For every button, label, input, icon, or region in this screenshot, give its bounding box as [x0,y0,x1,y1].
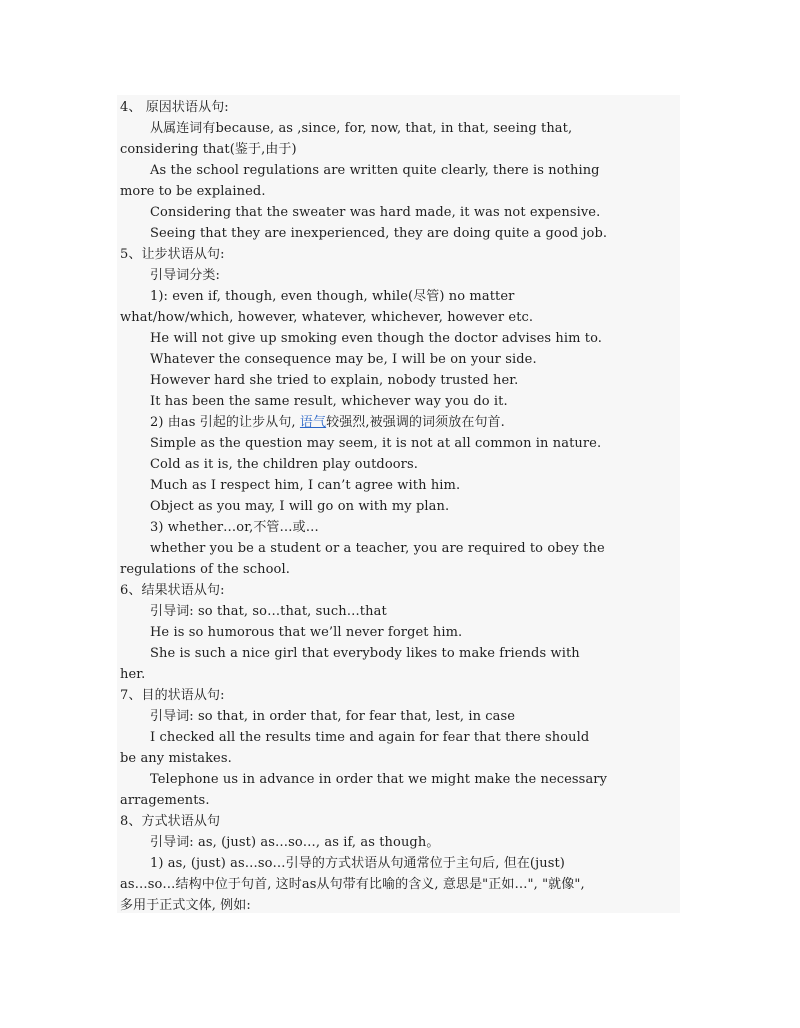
text-line: as…so…结构中位于句首, 这时as从句带有比喻的含义, 意思是"正如…", "就像", [120,877,585,892]
text-line: 3) whether…or,不管…或… [150,520,319,535]
example-sentence: more to be explained. [120,184,266,199]
example-sentence: It has been the same result, whichever way you do it. [150,394,508,409]
text-line-with-link [150,412,505,433]
example-sentence: be any mistakes. [120,751,232,766]
text-segment: 2) 由as 引起的让步从句, [150,415,300,430]
text-line: what/how/which, however, whatever, whichever, however etc. [120,310,534,325]
text-line: 从属连词有because, as ,since, for, now, that, in that, seeing that, [150,121,573,136]
example-sentence: Simple as the question may seem, it is not at all common in nature. [150,436,602,451]
text-line: 引导词: so that, so…that, such…that [150,604,387,619]
text-line: 多用于正式文体, 例如: [120,898,251,913]
text-line: 1) as, (just) as…so…引导的方式状语从句通常位于主句后, 但在(just) [150,856,565,871]
example-sentence: I checked all the results time and again for fear that there should [150,730,590,745]
heading-purpose-clause: 7、目的状语从句: [120,688,225,703]
heading-reason-clause: 4、 原因状语从句: [120,100,229,115]
example-sentence: Much as I respect him, I can’t agree with him. [150,478,461,493]
example-sentence: She is such a nice girl that everybody likes to make friends with [150,646,580,661]
example-sentence: However hard she tried to explain, nobody trusted her. [150,373,519,388]
heading-manner-clause: 8、方式状语从句 [120,814,221,829]
text-line: 引导词分类: [150,268,220,283]
text-line: 引导词: as, (just) as…so…, as if, as though。 [150,835,440,850]
example-sentence: Whatever the consequence may be, I will be on your side. [150,352,537,367]
example-sentence: whether you be a student or a teacher, you are required to obey the [150,541,605,556]
example-sentence: arragements. [120,793,210,808]
example-sentence: He will not give up smoking even though the doctor advises him to. [150,331,603,346]
text-line: 引导词: so that, in order that, for fear that, lest, in case [150,709,516,724]
example-sentence: Considering that the sweater was hard made, it was not expensive. [150,205,601,220]
example-sentence: Cold as it is, the children play outdoors. [150,457,418,472]
heading-result-clause: 6、结果状语从句: [120,583,225,598]
text-line: considering that(鉴于,由于) [120,142,297,157]
example-sentence: As the school regulations are written quite clearly, there is nothing [150,163,600,178]
example-sentence: her. [120,667,146,682]
tone-link[interactable]: 语气 [299,415,327,430]
text-line: 1): even if, though, even though, while(尽管) no matter [150,289,515,304]
example-sentence: Object as you may, I will go on with my plan. [150,499,450,514]
text-segment: 较强烈,被强调的词须放在句首. [326,415,505,430]
example-sentence: regulations of the school. [120,562,290,577]
heading-concession-clause: 5、让步状语从句: [120,247,225,262]
example-sentence: Telephone us in advance in order that we might make the necessary [150,772,608,787]
example-sentence: Seeing that they are inexperienced, they are doing quite a good job. [150,226,608,241]
example-sentence: He is so humorous that we’ll never forget him. [150,625,463,640]
